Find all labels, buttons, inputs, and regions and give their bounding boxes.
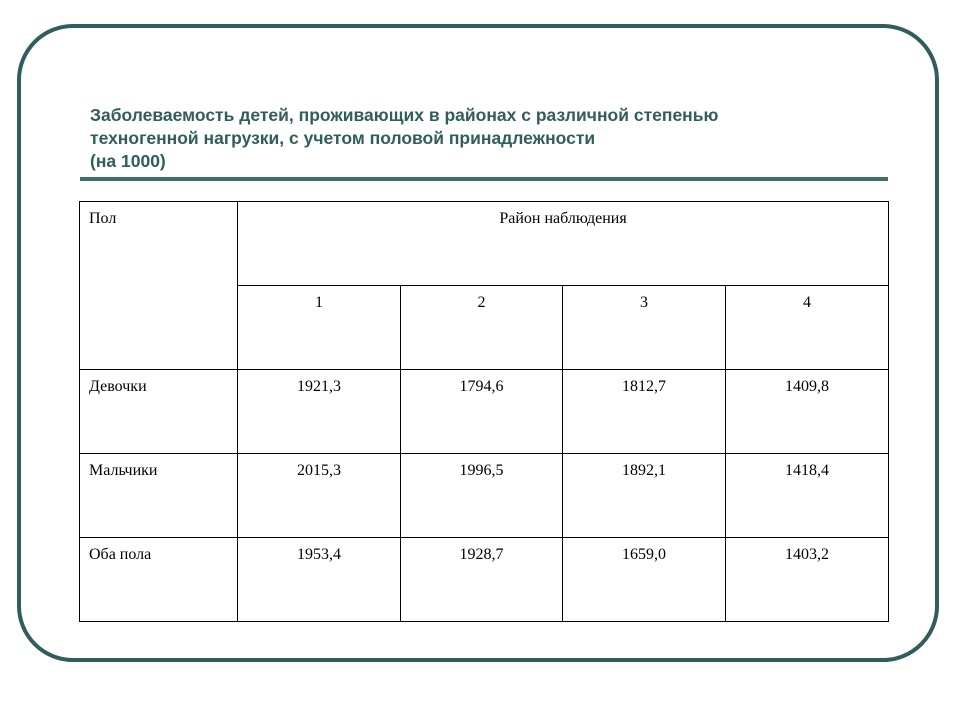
district-number: 3 [640, 294, 648, 311]
gender-header: Пол [89, 210, 117, 227]
district-number: 1 [315, 294, 323, 311]
district-number-cell [726, 286, 889, 370]
district-header: Район наблюдения [499, 210, 627, 227]
district-number-cell [563, 286, 726, 370]
table-row [80, 454, 889, 538]
value-cell [563, 538, 726, 622]
value-cell [563, 454, 726, 538]
title-divider [80, 177, 888, 181]
value-cell [401, 538, 563, 622]
row-label: Оба пола [89, 546, 152, 563]
value-cell [726, 538, 889, 622]
cell-value: 1996,5 [459, 462, 504, 479]
district-number: 2 [477, 294, 486, 311]
cell-value: 1921,3 [297, 378, 341, 395]
table-row [80, 538, 889, 622]
title-line-3: (на 1000) [90, 151, 166, 171]
cell-value: 1812,7 [622, 378, 666, 395]
row-label-cell [80, 454, 238, 538]
row-label: Девочки [89, 378, 147, 395]
row-label-cell [80, 370, 238, 454]
district-number: 4 [803, 294, 811, 311]
value-cell [726, 454, 889, 538]
district-number-cell [401, 286, 563, 370]
cell-value: 2015,3 [297, 462, 341, 479]
slide-title [90, 104, 890, 173]
row-label: Мальчики [89, 462, 158, 479]
cell-value: 1409,8 [785, 378, 829, 395]
title-line-1: Заболеваемость детей, проживающих в районах с различной степенью [90, 105, 719, 125]
morbidity-table [79, 201, 889, 622]
cell-value: 1953,4 [297, 546, 341, 563]
cell-value: 1794,6 [459, 378, 504, 395]
title-line-2: техногенной нагрузки, с учетом половой принадлежности [90, 128, 596, 148]
value-cell [726, 370, 889, 454]
cell-value: 1928,7 [459, 546, 504, 563]
value-cell [238, 370, 401, 454]
cell-value: 1892,1 [622, 462, 666, 479]
value-cell [563, 370, 726, 454]
value-cell [401, 454, 563, 538]
cell-value: 1659,0 [622, 546, 666, 563]
gender-header-cell [80, 202, 238, 370]
row-label-cell [80, 538, 238, 622]
table-header-row [80, 202, 889, 286]
value-cell [401, 370, 563, 454]
cell-value: 1418,4 [785, 462, 829, 479]
district-header-cell [238, 202, 889, 286]
table-row [80, 370, 889, 454]
district-number-cell [238, 286, 401, 370]
cell-value: 1403,2 [785, 546, 829, 563]
value-cell [238, 538, 401, 622]
value-cell [238, 454, 401, 538]
